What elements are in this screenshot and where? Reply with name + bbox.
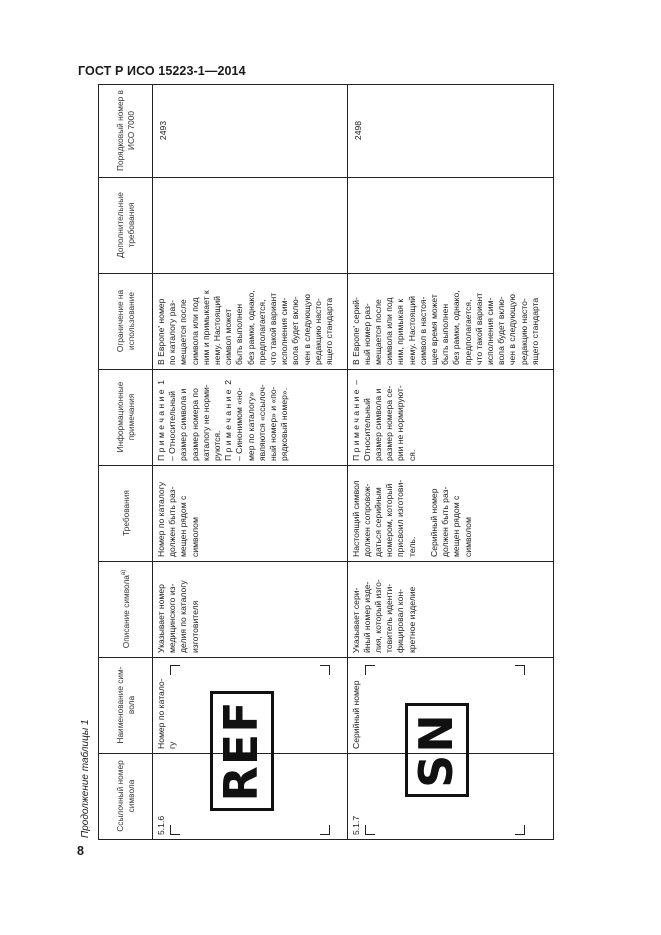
col-header-notes: Информационные примечания (99, 370, 153, 466)
symbol-area (170, 657, 330, 835)
col-header-name: Наименование сим- вола (99, 658, 153, 754)
symbols-table (98, 84, 554, 840)
cell-description: Указывает номер медицинского из- делия по каталогу изготовителя (153, 562, 348, 658)
cell-requirements: Настоящий символ должен сопровож- даться серийным номером, который присвоил изготови- тель. Серийный номер должен быть раз- мещен рядом с символом (347, 466, 553, 562)
cell-additional (153, 178, 348, 274)
col-header-description: Описание символа$^{а)}$ (99, 562, 153, 658)
cell-notes (347, 370, 553, 466)
ref-catalogue-number-icon: REF (210, 691, 274, 811)
cell-name: Серийный номер (347, 658, 553, 754)
col-header-requirements: Требования (99, 466, 153, 562)
symbol-ref-number: 5.1.7 (350, 815, 361, 835)
cell-requirements: Номер по каталогу должен быть раз- мещен рядом с символом (153, 466, 348, 562)
note-1-text: – Относительный размер символа и размер номера по каталогу не норми- руются. (167, 384, 223, 461)
page-number: 8 (77, 844, 84, 858)
cell-iso7000: 2493 (153, 85, 348, 178)
col-header-additional: Дополнительные требования (99, 178, 153, 274)
note-1-label: П р и м е ч а н и е – (350, 379, 361, 461)
table-caption: Продолжение таблицы 1 (80, 719, 91, 838)
sn-serial-number-icon: SN (405, 703, 469, 797)
table-row (347, 85, 553, 840)
note-2-text: – Синонимом «но- мер по каталогу» являются «ссылоч- ный номер» и «по- рядковый номер». (234, 384, 290, 461)
cell-iso7000: 2498 (347, 85, 553, 178)
cell-notes (153, 370, 348, 466)
note-1-text: Относительный размер символа и размер номера се- рии не нормируют- ся. (361, 385, 417, 461)
col-header-iso7000: Порядковый номер в ИСО 7000 (99, 85, 153, 178)
col-header-restriction: Ограничение на использование (99, 274, 153, 370)
cell-additional (347, 178, 553, 274)
cell-restriction: В Европе' серий- ный номер раз- мещается после символа или под ним, примыкая к нему. Настоящий символ в настоя- щее время может быть выполнен без рамки, однако, предполагается, что такой вариант исполнения сим- вола будет вклю- чен в следующую редакцию насто- ящего стандарта (347, 274, 553, 370)
rotated-table-container (78, 85, 554, 840)
standard-title: ГОСТ Р ИСО 15223-1—2014 (78, 64, 246, 78)
note-1-label: П р и м е ч а н и е 1 (156, 379, 166, 461)
col-header-ref: Ссылочный номер символа (99, 754, 153, 840)
cell-name: Номер по катало- гу (153, 658, 348, 754)
symbol-area (365, 657, 525, 835)
symbol-ref-number: 5.1.6 (156, 815, 166, 835)
table-row (153, 85, 348, 840)
cell-description: Указывает сери- йный номер изде- лия, который изго- товитель иденти- фицировал кон- кретное изделие (347, 562, 553, 658)
note-2-label: П р и м е ч а н и е 2 (223, 379, 234, 461)
table-header-row (99, 85, 153, 840)
footnote-mark: а) (120, 569, 127, 576)
cell-restriction: В Европе' номер по каталогу раз- мещается после символа или под ним и примыкает к нему. Настоящий символ может быть выполнен без рамки, однако, предполагается, что такой вариант исполнения сим- вола будет вклю- чен в следующую редакцию насто- ящего стандарта (153, 274, 348, 370)
